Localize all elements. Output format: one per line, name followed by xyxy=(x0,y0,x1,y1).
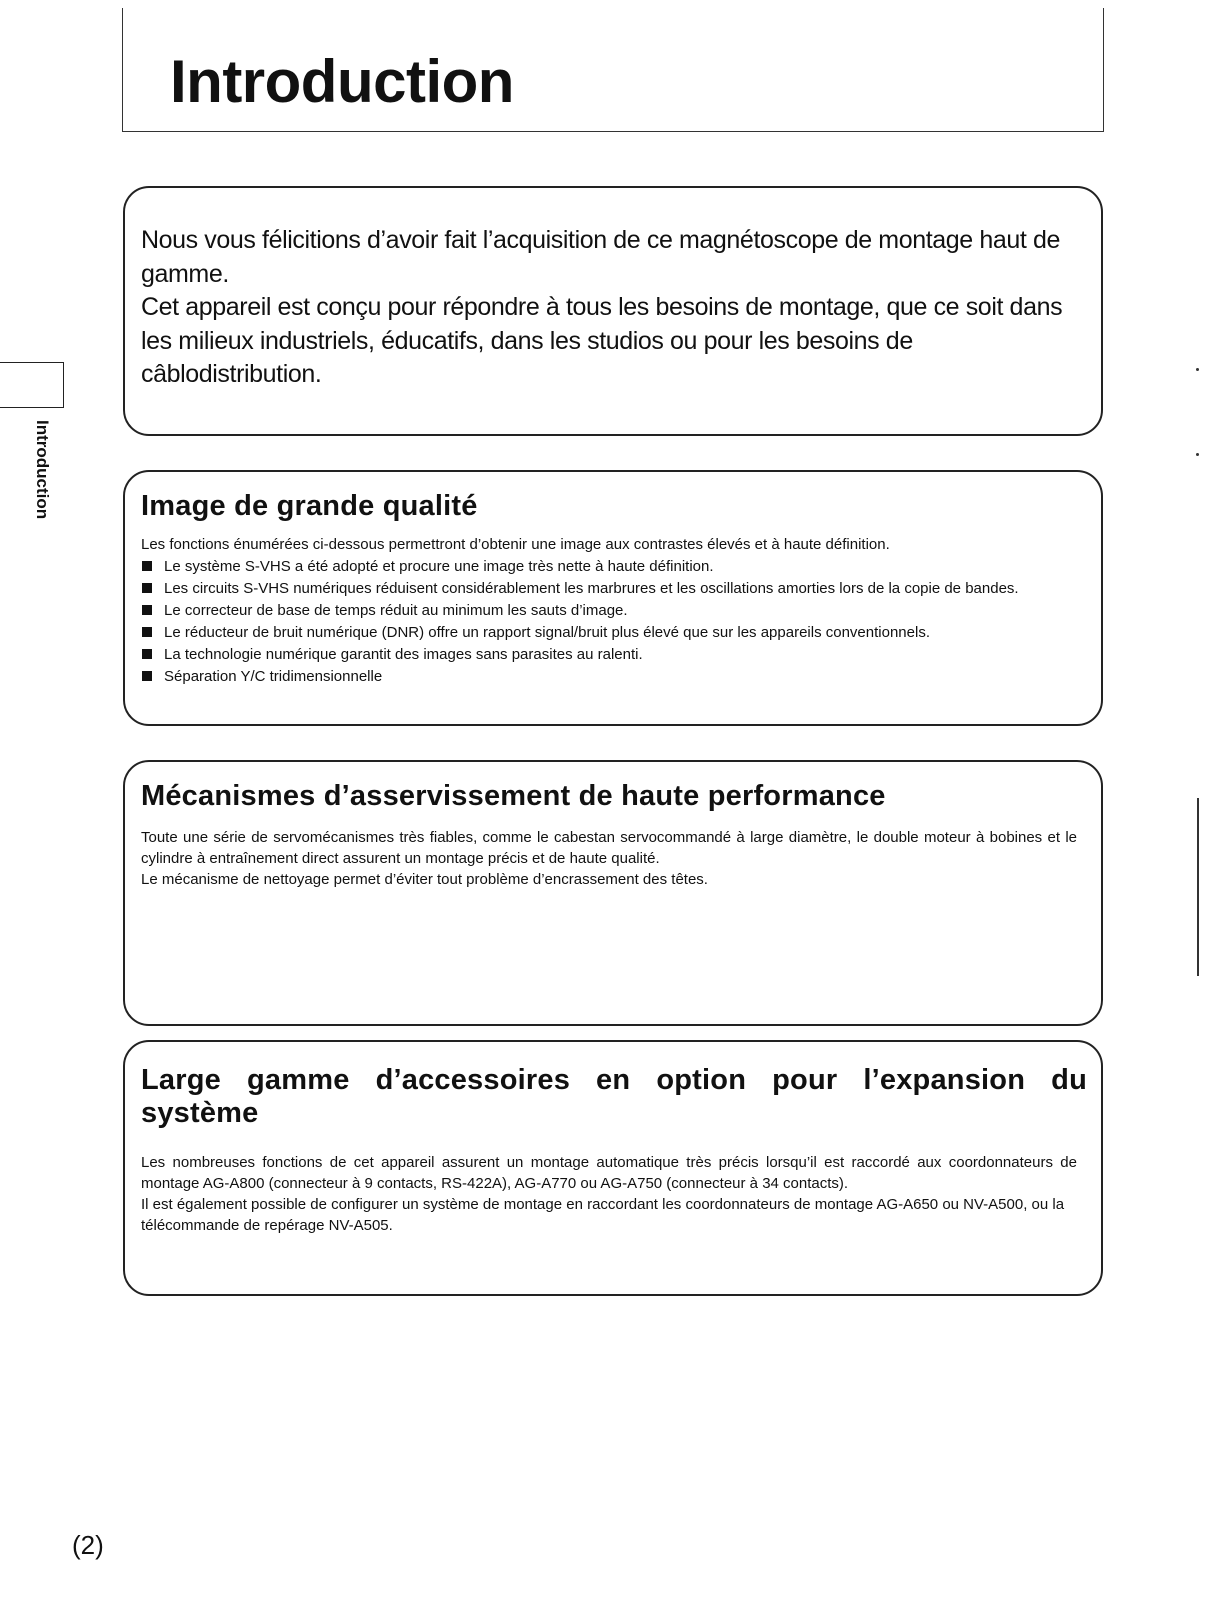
square-bullet-icon xyxy=(142,649,152,659)
square-bullet-icon xyxy=(142,671,152,681)
list-item-text: Le correcteur de base de temps réduit au minimum les sauts d’image. xyxy=(164,602,628,619)
intro-text: Nous vous félicitions d’avoir fait l’acquisition de ce magnétoscope de montage haut de gamme. Cet appareil est conçu pour répondre à tous les besoins de montage, que ce soit dans les milieux industriels, éducatifs, dans les studios ou pour les besoins de câblodistribution. xyxy=(141,226,1063,388)
section-paragraph: Il est également possible de configurer un système de montage en raccordant les coordonnateurs de montage AG-A650 ou NV-A500, ou la télécommande de repérage NV-A505. xyxy=(141,1196,1065,1234)
list-item-text: Le système S-VHS a été adopté et procure une image très nette à haute définition. xyxy=(164,558,714,575)
scan-edge-mark xyxy=(1196,453,1199,456)
section-title: Image de grande qualité xyxy=(141,490,478,522)
list-item xyxy=(141,578,1077,599)
square-bullet-icon xyxy=(142,561,152,571)
section-accessories xyxy=(123,1040,1103,1296)
list-item-text: Les circuits S-VHS numériques réduisent considérablement les marbrures et les oscillations amorties lors de la copie de bandes. xyxy=(164,580,1019,597)
list-item xyxy=(141,622,1077,643)
section-paragraph: Le mécanisme de nettoyage permet d’éviter tout problème d’encrassement des têtes. xyxy=(141,871,708,888)
section-paragraph: Les nombreuses fonctions de cet appareil assurent un montage automatique très précis lorsqu’il est raccordé aux coordonnateurs de montage AG-A800 (connecteur à 9 contacts, RS-422A), AG-A770 ou AG-A750 (connecteur à 34 contacts). xyxy=(141,1154,1077,1192)
section-content xyxy=(141,1152,1077,1236)
page-title: Introduction xyxy=(170,48,514,115)
intro-box xyxy=(123,186,1103,436)
list-item xyxy=(141,666,1077,687)
square-bullet-icon xyxy=(142,583,152,593)
side-tab-marker xyxy=(0,362,64,408)
page-number: (2) xyxy=(72,1530,104,1560)
list-item xyxy=(141,644,1077,665)
list-item-text: La technologie numérique garantit des images sans parasites au ralenti. xyxy=(164,646,643,663)
section-title: Large gamme d’accessoires en option pour l’expansion du système xyxy=(141,1064,1087,1129)
list-item xyxy=(141,600,1077,621)
section-servo-mechanisms xyxy=(123,760,1103,1026)
section-content xyxy=(141,534,1077,688)
list-item xyxy=(141,556,1077,577)
square-bullet-icon xyxy=(142,605,152,615)
list-item-text: Le réducteur de bruit numérique (DNR) offre un rapport signal/bruit plus élevé que sur les appareils conventionnels. xyxy=(164,624,930,641)
side-section-label: Introduction xyxy=(33,420,52,520)
section-image-quality xyxy=(123,470,1103,726)
scan-edge-mark xyxy=(1197,798,1199,976)
square-bullet-icon xyxy=(142,627,152,637)
section-lead: Les fonctions énumérées ci-dessous permettront d’obtenir une image aux contrastes élevés et à haute définition. xyxy=(141,536,890,553)
section-content xyxy=(141,827,1077,890)
section-paragraph: Toute une série de servomécanismes très fiables, comme le cabestan servocommandé à large diamètre, le double moteur à bobines et le cylindre à entraînement direct assurent un montage précis et de haute qualité. xyxy=(141,829,1077,867)
feature-list xyxy=(141,556,1077,687)
section-title: Mécanismes d’asservissement de haute performance xyxy=(141,780,886,812)
scan-edge-mark xyxy=(1196,368,1199,371)
list-item-text: Séparation Y/C tridimensionnelle xyxy=(164,668,383,685)
